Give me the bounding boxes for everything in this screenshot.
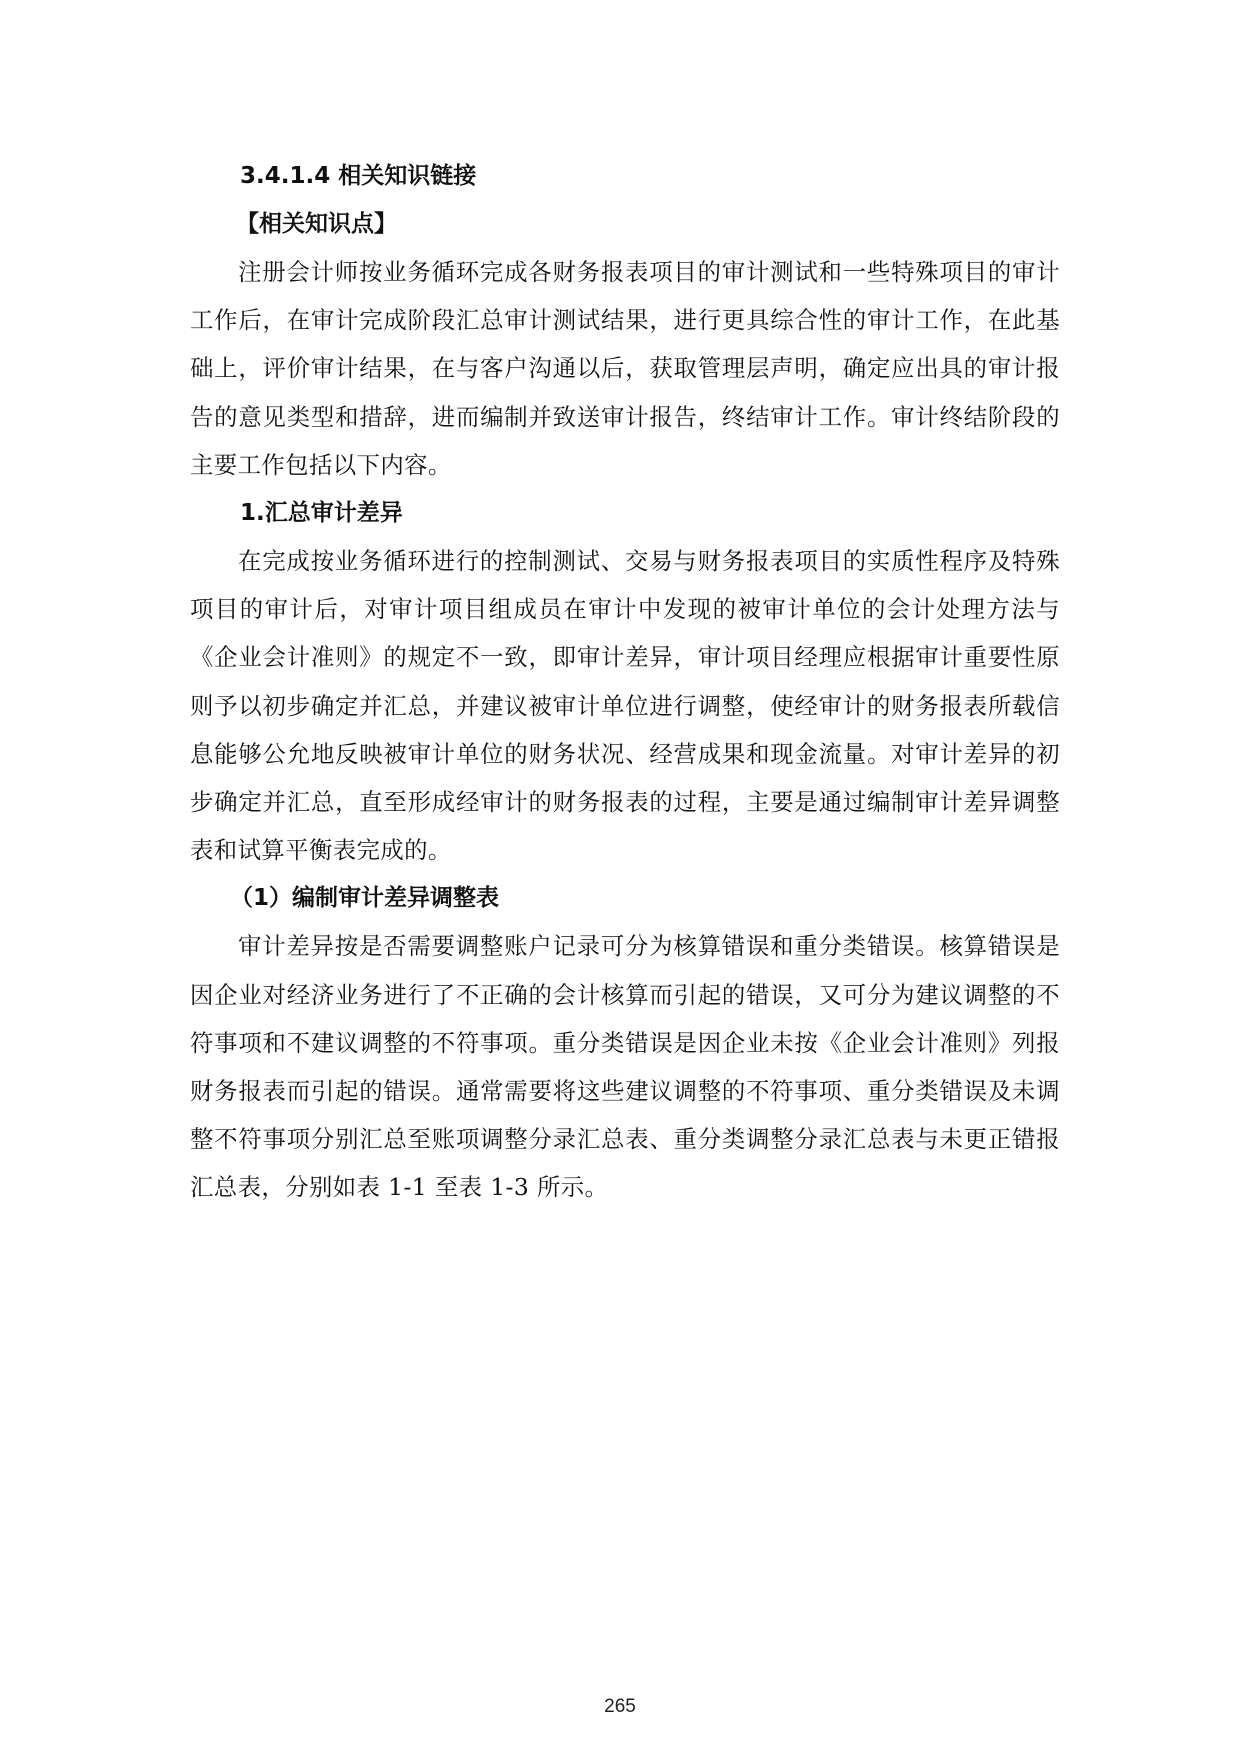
page-number: 265	[604, 1696, 636, 1717]
subsection-1-1-title: （1）编制审计差异调整表	[230, 885, 500, 912]
section-heading: 3.4.1.4 相关知识链接	[240, 163, 477, 189]
knowledge-label: 【相关知识点】	[236, 211, 397, 237]
subsection-1-1-paragraph: 审计差异按是否需要调整账户记录可分为核算错误和重分类错误。核算错误是因企业对经济业务进行了不正确的会计核算而引起的错误，又可分为建议调整的不符事项和不建议调整的不符事项。重分类错误是因企业未按《企业会计准则》列报财务报表而引起的错误。通常需要将这些建议调整的不符事项、重分类错误及未调整不符事项分别汇总至账项调整分录汇总表、重分类调整分录汇总表与未更正错报汇总表，分别如表 1-1 至表 1-3 所示。	[190, 932, 1060, 1202]
page-body	[190, 152, 1060, 1212]
subsection-1-title: 1.汇总审计差异	[240, 500, 403, 527]
intro-paragraph: 注册会计师按业务循环完成各财务报表项目的审计测试和一些特殊项目的审计工作后，在审计完成阶段汇总审计测试结果，进行更具综合性的审计工作，在此基础上，评价审计结果，在与客户沟通以后，获取管理层声明，确定应出具的审计报告的意见类型和措辞，进而编制并致送审计报告，终结审计工作。审计终结阶段的主要工作包括以下内容。	[190, 258, 1060, 479]
subsection-1-paragraph: 在完成按业务循环进行的控制测试、交易与财务报表项目的实质性程序及特殊项目的审计后，对审计项目组成员在审计中发现的被审计单位的会计处理方法与《企业会计准则》的规定不一致，即审计差异，审计项目经理应根据审计重要性原则予以初步确定并汇总，并建议被审计单位进行调整，使经审计的财务报表所载信息能够公允地反映被审计单位的财务状况、经营成果和现金流量。对审计差异的初步确定并汇总，直至形成经审计的财务报表的过程，主要是通过编制审计差异调整表和试算平衡表完成的。	[190, 547, 1060, 865]
